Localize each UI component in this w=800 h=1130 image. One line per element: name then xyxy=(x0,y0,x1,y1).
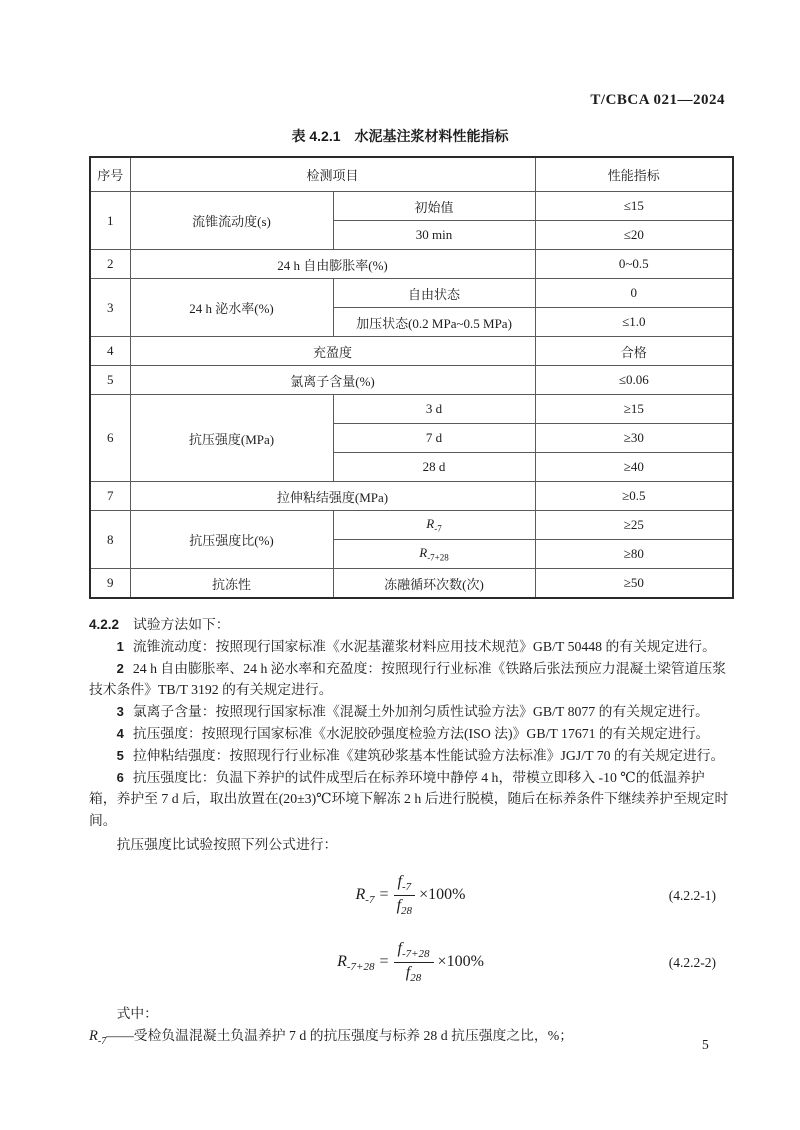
table-row xyxy=(90,511,733,540)
cell-sub: 28 d xyxy=(333,453,535,482)
cell-value: ≥15 xyxy=(535,395,733,424)
method-item-6: 6 抗压强度比：负温下养护的试件成型后在标养环境中静停 4 h，带模立即移入 -10 ℃的低温养护箱，养护至 7 d 后，取出放置在(20±3)℃环境下解冻 2 h 后进行脱模，随后在标养条件下继续养护至规定时间。 xyxy=(89,769,729,829)
performance-table xyxy=(89,156,734,599)
where-label: 式中： xyxy=(116,1005,158,1021)
cell-sub: 自由状态 xyxy=(333,279,535,308)
table-row xyxy=(90,569,733,599)
formula-intro: 抗压强度比试验按照下列公式进行： xyxy=(116,836,338,852)
cell-value: ≥40 xyxy=(535,453,733,482)
cell-value: ≤0.06 xyxy=(535,366,733,395)
table-row xyxy=(90,337,733,366)
equation-number-2: (4.2.2-2) xyxy=(668,954,716,970)
cell-value: ≤1.0 xyxy=(535,308,733,337)
section-number: 4.2.2 xyxy=(89,617,120,632)
cell-sub: 初始值 xyxy=(333,192,535,221)
equation-number-1: (4.2.2-1) xyxy=(668,887,716,903)
page-content xyxy=(89,156,732,1052)
cell-no: 1 xyxy=(90,192,130,250)
cell-value: ≥30 xyxy=(535,424,733,453)
header-cell-item: 检测项目 xyxy=(130,157,535,192)
table-row xyxy=(90,192,733,221)
table-row xyxy=(90,250,733,279)
section-heading xyxy=(89,614,732,636)
body-text xyxy=(89,614,732,1052)
cell-item: 流锥流动度(s) xyxy=(130,192,333,250)
cell-item: 抗压强度(MPa) xyxy=(130,395,333,482)
formula-r7: $R_{-7}$ = $\frac{f_{-7}}{f_{28}}$ ×100% xyxy=(355,873,466,918)
cell-no: 2 xyxy=(90,250,130,279)
cell-value: ≥0.5 xyxy=(535,482,733,511)
cell-item: 抗冻性 xyxy=(130,569,333,599)
cell-no: 3 xyxy=(90,279,130,337)
cell-no: 5 xyxy=(90,366,130,395)
cell-item: 抗压强度比(%) xyxy=(130,511,333,569)
cell-item: 24 h 泌水率(%) xyxy=(130,279,333,337)
header-cell-no: 序号 xyxy=(90,157,130,192)
method-item-1: 1 流锥流动度：按照现行国家标准《水泥基灌浆材料应用技术规范》GB/T 50448 的有关规定进行。 xyxy=(116,638,716,654)
method-item-3: 3 氯离子含量：按照现行国家标准《混凝土外加剂匀质性试验方法》GB/T 8077 的有关规定进行。 xyxy=(116,704,709,720)
cell-no: 7 xyxy=(90,482,130,511)
method-item-4: 4 抗压强度：按照现行国家标准《水泥胶砂强度检验方法(ISO 法)》GB/T 17671 的有关规定进行。 xyxy=(116,725,710,741)
cell-value: 合格 xyxy=(535,337,733,366)
cell-item: 氯离子含量(%) xyxy=(130,366,535,395)
cell-sub: $R_{-7+28}$ xyxy=(333,540,535,569)
method-item-5: 5 拉伸粘结强度：按照现行行业标准《建筑砂浆基本性能试验方法标准》JGJ/T 70 的有关规定进行。 xyxy=(116,747,725,763)
cell-no: 8 xyxy=(90,511,130,569)
cell-item: 拉伸粘结强度(MPa) xyxy=(130,482,535,511)
table-row xyxy=(90,366,733,395)
cell-value: ≤15 xyxy=(535,192,733,221)
formula-r7-28: $R_{-7+28}$ = $\frac{f_{-7+28}}{f_{28}}$ ×100% xyxy=(337,940,484,985)
cell-value: ≥50 xyxy=(535,569,733,599)
cell-no: 6 xyxy=(90,395,130,482)
cell-no: 9 xyxy=(90,569,130,599)
equation-2 xyxy=(89,936,732,990)
cell-value: ≥25 xyxy=(535,511,733,540)
standard-number: T/CBCA 021—2024 xyxy=(590,92,725,108)
table-row xyxy=(90,395,733,424)
cell-sub: 3 d xyxy=(333,395,535,424)
cell-no: 4 xyxy=(90,337,130,366)
page-number: 5 xyxy=(702,1037,709,1052)
table-title: 表 4.2.1 水泥基注浆材料性能指标 xyxy=(291,128,509,144)
cell-value: 0~0.5 xyxy=(535,250,733,279)
cell-sub: 加压状态(0.2 MPa~0.5 MPa) xyxy=(333,308,535,337)
where-definition: $R_{-7}——$受检负温混凝土负温养护 7 d 的抗压强度与标养 28 d 抗压强度之比，%； xyxy=(89,1027,573,1047)
cell-item: 24 h 自由膨胀率(%) xyxy=(130,250,535,279)
section-title: 试验方法如下： xyxy=(133,617,230,632)
method-item-2: 2 24 h 自由膨胀率、24 h 泌水率和充盈度：按照现行行业标准《铁路后张法预应力混凝土梁管道压浆技术条件》TB/T 3192 的有关规定进行。 xyxy=(89,660,727,698)
table-row xyxy=(90,482,733,511)
cell-value: ≤20 xyxy=(535,221,733,250)
table-header-row xyxy=(90,157,733,192)
cell-sub: 7 d xyxy=(333,424,535,453)
table-row xyxy=(90,279,733,308)
cell-sub: 冻融循环次数(次) xyxy=(333,569,535,599)
cell-value: ≥80 xyxy=(535,540,733,569)
cell-sub: 30 min xyxy=(333,221,535,250)
equation-1 xyxy=(89,869,732,923)
header-cell-index: 性能指标 xyxy=(535,157,733,192)
cell-value: 0 xyxy=(535,279,733,308)
cell-item: 充盈度 xyxy=(130,337,535,366)
cell-sub: $R_{-7}$ xyxy=(333,511,535,540)
